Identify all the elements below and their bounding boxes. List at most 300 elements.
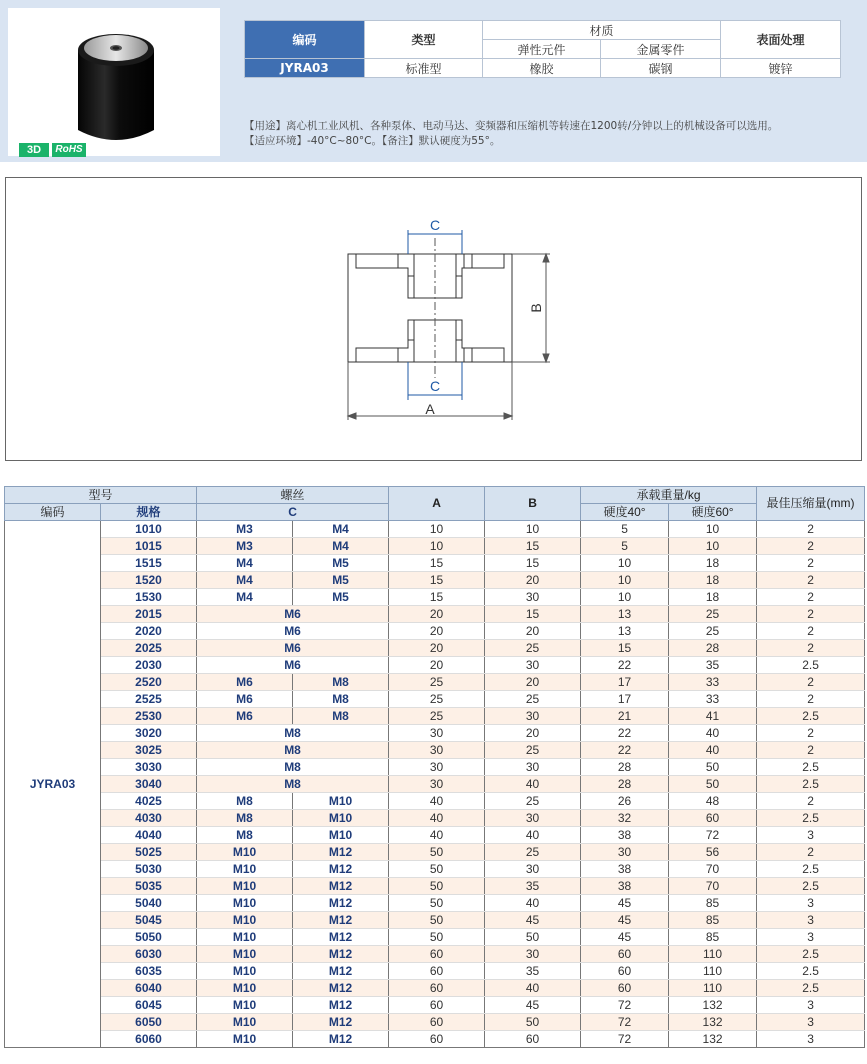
table-row [5, 776, 865, 793]
row-hardness40: 22 [581, 657, 669, 674]
row-hardness40: 17 [581, 674, 669, 691]
product-card [8, 8, 220, 156]
row-hardness60: 110 [669, 946, 757, 963]
row-a: 60 [389, 980, 485, 997]
row-thread-1: M10 [197, 929, 293, 946]
row-thread-1: M10 [197, 861, 293, 878]
table-row [5, 963, 865, 980]
row-hardness60: 70 [669, 878, 757, 895]
row-spec: 3025 [101, 742, 197, 759]
table-row [5, 674, 865, 691]
table-row [5, 878, 865, 895]
row-spec: 4040 [101, 827, 197, 844]
header-thread: 螺丝 [197, 487, 389, 504]
row-a: 60 [389, 1031, 485, 1048]
spec-header-type: 类型 [365, 21, 483, 59]
table-row [5, 844, 865, 861]
row-compression: 2.5 [757, 810, 865, 827]
table-row [5, 980, 865, 997]
row-hardness60: 132 [669, 1031, 757, 1048]
row-spec: 5040 [101, 895, 197, 912]
row-compression: 3 [757, 895, 865, 912]
row-compression: 2 [757, 555, 865, 572]
row-thread-2: M8 [293, 691, 389, 708]
row-thread-1: M6 [197, 708, 293, 725]
row-hardness40: 28 [581, 759, 669, 776]
table-row [5, 538, 865, 555]
row-compression: 2.5 [757, 861, 865, 878]
row-compression: 2 [757, 844, 865, 861]
row-thread-2: M12 [293, 878, 389, 895]
row-thread: M6 [197, 657, 389, 674]
row-a: 15 [389, 572, 485, 589]
row-spec: 3020 [101, 725, 197, 742]
row-thread-2: M5 [293, 555, 389, 572]
row-spec: 5025 [101, 844, 197, 861]
table-row [5, 1031, 865, 1048]
row-thread: M8 [197, 742, 389, 759]
row-hardness60: 33 [669, 674, 757, 691]
row-b: 25 [485, 793, 581, 810]
row-spec: 4025 [101, 793, 197, 810]
row-thread: M8 [197, 776, 389, 793]
table-row [5, 1014, 865, 1031]
row-a: 20 [389, 657, 485, 674]
row-a: 40 [389, 793, 485, 810]
row-a: 40 [389, 827, 485, 844]
row-thread-2: M10 [293, 793, 389, 810]
row-b: 30 [485, 861, 581, 878]
row-thread-1: M4 [197, 555, 293, 572]
table-row [5, 623, 865, 640]
row-hardness60: 10 [669, 521, 757, 538]
row-hardness40: 60 [581, 963, 669, 980]
row-spec: 1530 [101, 589, 197, 606]
row-compression: 2 [757, 623, 865, 640]
row-compression: 3 [757, 929, 865, 946]
row-thread-1: M10 [197, 878, 293, 895]
row-thread: M6 [197, 623, 389, 640]
row-thread-2: M12 [293, 844, 389, 861]
row-b: 45 [485, 997, 581, 1014]
row-hardness60: 25 [669, 623, 757, 640]
row-thread-2: M4 [293, 521, 389, 538]
row-hardness60: 40 [669, 725, 757, 742]
row-hardness40: 38 [581, 827, 669, 844]
row-compression: 2 [757, 674, 865, 691]
row-hardness60: 41 [669, 708, 757, 725]
row-spec: 1015 [101, 538, 197, 555]
model-spec-table [4, 486, 865, 1048]
technical-drawing [5, 177, 862, 461]
table-row [5, 691, 865, 708]
row-spec: 1010 [101, 521, 197, 538]
dimension-b-label: B [528, 303, 544, 313]
header-hardness40: 硬度40° [581, 504, 669, 521]
row-hardness60: 60 [669, 810, 757, 827]
table-row [5, 827, 865, 844]
table-row [5, 810, 865, 827]
spec-code-value: JYRA03 [245, 59, 365, 78]
row-compression: 2.5 [757, 776, 865, 793]
row-compression: 2.5 [757, 963, 865, 980]
mount-outline [348, 254, 512, 362]
row-thread: M6 [197, 606, 389, 623]
row-a: 60 [389, 946, 485, 963]
row-compression: 2.5 [757, 759, 865, 776]
row-b: 50 [485, 1014, 581, 1031]
row-thread-1: M10 [197, 1031, 293, 1048]
row-thread-1: M10 [197, 912, 293, 929]
header-c: C [197, 504, 389, 521]
mount-section-drawing [6, 178, 861, 460]
row-thread-1: M10 [197, 980, 293, 997]
row-a: 15 [389, 589, 485, 606]
row-thread: M8 [197, 725, 389, 742]
row-spec: 5030 [101, 861, 197, 878]
row-spec: 3030 [101, 759, 197, 776]
row-b: 25 [485, 691, 581, 708]
row-a: 60 [389, 1014, 485, 1031]
row-spec: 4030 [101, 810, 197, 827]
row-hardness60: 18 [669, 555, 757, 572]
header-code: 编码 [5, 504, 101, 521]
table-row [5, 708, 865, 725]
row-hardness60: 50 [669, 776, 757, 793]
row-spec: 2520 [101, 674, 197, 691]
row-spec: 6035 [101, 963, 197, 980]
table-row [5, 725, 865, 742]
row-hardness60: 110 [669, 963, 757, 980]
row-b: 35 [485, 963, 581, 980]
header-a: A [389, 487, 485, 521]
row-b: 60 [485, 1031, 581, 1048]
row-hardness40: 13 [581, 623, 669, 640]
table-row [5, 895, 865, 912]
row-compression: 2 [757, 640, 865, 657]
row-hardness40: 32 [581, 810, 669, 827]
row-a: 50 [389, 929, 485, 946]
row-b: 25 [485, 640, 581, 657]
row-hardness40: 72 [581, 997, 669, 1014]
row-compression: 2.5 [757, 878, 865, 895]
row-thread-2: M10 [293, 810, 389, 827]
row-hardness40: 30 [581, 844, 669, 861]
row-compression: 2 [757, 606, 865, 623]
row-thread-2: M5 [293, 589, 389, 606]
row-compression: 2 [757, 589, 865, 606]
row-hardness60: 48 [669, 793, 757, 810]
row-a: 60 [389, 963, 485, 980]
row-a: 30 [389, 776, 485, 793]
row-spec: 2030 [101, 657, 197, 674]
row-spec: 2015 [101, 606, 197, 623]
row-b: 20 [485, 623, 581, 640]
row-hardness40: 13 [581, 606, 669, 623]
row-a: 50 [389, 878, 485, 895]
row-thread-2: M12 [293, 1014, 389, 1031]
row-hardness40: 22 [581, 725, 669, 742]
row-hardness60: 40 [669, 742, 757, 759]
spec-header-material: 材质 [483, 21, 721, 40]
row-compression: 2 [757, 521, 865, 538]
usage-note: 【用途】离心机工业风机、各种泵体、电动马达、变频器和压缩机等转速在1200转/分钟以上的机械设备可以选用。 [244, 120, 779, 132]
row-hardness60: 33 [669, 691, 757, 708]
row-a: 50 [389, 844, 485, 861]
header-model: 型号 [5, 487, 197, 504]
row-thread-1: M10 [197, 844, 293, 861]
row-compression: 2 [757, 793, 865, 810]
table-row [5, 997, 865, 1014]
row-thread-2: M10 [293, 827, 389, 844]
row-a: 50 [389, 895, 485, 912]
row-thread-1: M8 [197, 810, 293, 827]
row-hardness60: 10 [669, 538, 757, 555]
row-a: 50 [389, 861, 485, 878]
row-thread-2: M12 [293, 946, 389, 963]
row-b: 20 [485, 572, 581, 589]
row-a: 10 [389, 538, 485, 555]
row-thread-2: M12 [293, 861, 389, 878]
row-hardness40: 21 [581, 708, 669, 725]
row-a: 30 [389, 725, 485, 742]
row-compression: 3 [757, 912, 865, 929]
table-row [5, 606, 865, 623]
row-hardness40: 22 [581, 742, 669, 759]
row-spec: 5035 [101, 878, 197, 895]
row-a: 20 [389, 623, 485, 640]
row-spec: 6045 [101, 997, 197, 1014]
row-compression: 3 [757, 997, 865, 1014]
row-spec: 5045 [101, 912, 197, 929]
row-spec: 1520 [101, 572, 197, 589]
row-b: 30 [485, 810, 581, 827]
row-b: 30 [485, 946, 581, 963]
row-compression: 2 [757, 538, 865, 555]
row-hardness60: 18 [669, 572, 757, 589]
row-hardness60: 25 [669, 606, 757, 623]
table-body [5, 521, 865, 1048]
row-thread-2: M12 [293, 963, 389, 980]
header-b: B [485, 487, 581, 521]
row-spec: 1515 [101, 555, 197, 572]
row-a: 30 [389, 759, 485, 776]
table-row [5, 555, 865, 572]
spec-header-surface: 表面处理 [721, 21, 841, 59]
row-b: 30 [485, 759, 581, 776]
row-a: 50 [389, 912, 485, 929]
row-hardness40: 28 [581, 776, 669, 793]
row-compression: 2.5 [757, 657, 865, 674]
row-b: 45 [485, 912, 581, 929]
row-thread-1: M10 [197, 963, 293, 980]
dimension-c-bottom-label: C [429, 378, 441, 394]
row-thread-2: M12 [293, 929, 389, 946]
table-row [5, 572, 865, 589]
row-spec: 6040 [101, 980, 197, 997]
row-hardness40: 17 [581, 691, 669, 708]
header-load: 承载重量/kg [581, 487, 757, 504]
row-b: 15 [485, 538, 581, 555]
row-b: 15 [485, 555, 581, 572]
row-compression: 2.5 [757, 708, 865, 725]
table-row [5, 759, 865, 776]
row-a: 25 [389, 674, 485, 691]
row-hardness40: 45 [581, 929, 669, 946]
product-header-band [0, 0, 867, 162]
row-thread-1: M6 [197, 674, 293, 691]
row-compression: 3 [757, 1031, 865, 1048]
row-thread-1: M10 [197, 946, 293, 963]
row-spec: 2025 [101, 640, 197, 657]
row-b: 40 [485, 827, 581, 844]
row-thread-1: M10 [197, 895, 293, 912]
dimension-c-top-label: C [429, 217, 441, 233]
row-compression: 2 [757, 572, 865, 589]
row-thread-1: M4 [197, 589, 293, 606]
row-hardness60: 70 [669, 861, 757, 878]
table-row [5, 861, 865, 878]
row-a: 60 [389, 997, 485, 1014]
row-hardness60: 85 [669, 895, 757, 912]
row-thread-2: M4 [293, 538, 389, 555]
row-b: 30 [485, 657, 581, 674]
row-b: 20 [485, 674, 581, 691]
table-row [5, 640, 865, 657]
row-hardness40: 38 [581, 878, 669, 895]
row-hardness40: 5 [581, 538, 669, 555]
row-thread-2: M12 [293, 895, 389, 912]
row-hardness40: 5 [581, 521, 669, 538]
row-spec: 5050 [101, 929, 197, 946]
spec-elastic-value: 橡胶 [483, 59, 601, 78]
row-a: 20 [389, 606, 485, 623]
row-thread-1: M8 [197, 793, 293, 810]
row-hardness40: 45 [581, 895, 669, 912]
row-compression: 2.5 [757, 946, 865, 963]
row-hardness60: 132 [669, 997, 757, 1014]
row-hardness60: 28 [669, 640, 757, 657]
row-b: 10 [485, 521, 581, 538]
row-hardness40: 60 [581, 980, 669, 997]
row-compression: 2 [757, 742, 865, 759]
row-a: 20 [389, 640, 485, 657]
row-b: 30 [485, 708, 581, 725]
row-hardness40: 60 [581, 946, 669, 963]
row-a: 25 [389, 691, 485, 708]
row-b: 30 [485, 589, 581, 606]
row-spec: 6060 [101, 1031, 197, 1048]
row-compression: 2 [757, 725, 865, 742]
row-thread: M6 [197, 640, 389, 657]
row-thread-2: M5 [293, 572, 389, 589]
row-hardness60: 35 [669, 657, 757, 674]
row-thread-1: M3 [197, 521, 293, 538]
row-hardness60: 132 [669, 1014, 757, 1031]
table-row [5, 929, 865, 946]
row-thread-1: M4 [197, 572, 293, 589]
row-b: 40 [485, 895, 581, 912]
row-spec: 6030 [101, 946, 197, 963]
table-row [5, 793, 865, 810]
row-hardness40: 10 [581, 589, 669, 606]
row-hardness40: 38 [581, 861, 669, 878]
row-hardness60: 85 [669, 912, 757, 929]
header-spec: 规格 [101, 504, 197, 521]
spec-table [244, 20, 841, 78]
row-thread-2: M12 [293, 997, 389, 1014]
row-compression: 2 [757, 691, 865, 708]
spec-header-elastic: 弹性元件 [483, 40, 601, 59]
row-b: 40 [485, 776, 581, 793]
spec-metal-value: 碳钢 [601, 59, 721, 78]
row-spec: 2020 [101, 623, 197, 640]
row-hardness60: 110 [669, 980, 757, 997]
row-hardness40: 10 [581, 555, 669, 572]
row-b: 15 [485, 606, 581, 623]
row-hardness40: 26 [581, 793, 669, 810]
rubber-mount-image [66, 18, 166, 148]
row-thread-2: M12 [293, 912, 389, 929]
row-thread-1: M3 [197, 538, 293, 555]
table-row [5, 589, 865, 606]
row-thread-2: M12 [293, 980, 389, 997]
table-row [5, 946, 865, 963]
3d-badge: 3D [19, 143, 49, 157]
row-spec: 6050 [101, 1014, 197, 1031]
row-hardness60: 85 [669, 929, 757, 946]
row-thread: M8 [197, 759, 389, 776]
row-code: JYRA03 [5, 521, 101, 1048]
row-b: 50 [485, 929, 581, 946]
row-hardness40: 10 [581, 572, 669, 589]
row-spec: 2525 [101, 691, 197, 708]
row-compression: 3 [757, 827, 865, 844]
row-b: 25 [485, 742, 581, 759]
row-thread-2: M12 [293, 1031, 389, 1048]
table-row [5, 657, 865, 674]
spec-type-value: 标准型 [365, 59, 483, 78]
environment-note: 【适应环境】-40°C~80°C。【备注】默认硬度为55°。 [244, 135, 501, 147]
row-b: 20 [485, 725, 581, 742]
header-compression: 最佳压缩量(mm) [757, 487, 865, 521]
row-b: 35 [485, 878, 581, 895]
row-b: 40 [485, 980, 581, 997]
row-a: 30 [389, 742, 485, 759]
row-hardness60: 18 [669, 589, 757, 606]
spec-surface-value: 镀锌 [721, 59, 841, 78]
header-hardness60: 硬度60° [669, 504, 757, 521]
row-a: 10 [389, 521, 485, 538]
table-row [5, 742, 865, 759]
row-compression: 2.5 [757, 980, 865, 997]
table-row [5, 912, 865, 929]
row-hardness40: 72 [581, 1031, 669, 1048]
row-hardness40: 45 [581, 912, 669, 929]
row-spec: 3040 [101, 776, 197, 793]
row-thread-1: M8 [197, 827, 293, 844]
row-a: 40 [389, 810, 485, 827]
row-compression: 3 [757, 1014, 865, 1031]
row-hardness60: 72 [669, 827, 757, 844]
row-b: 25 [485, 844, 581, 861]
row-hardness40: 72 [581, 1014, 669, 1031]
table-row [5, 521, 865, 538]
row-thread-1: M6 [197, 691, 293, 708]
row-thread-1: M10 [197, 997, 293, 1014]
row-hardness60: 56 [669, 844, 757, 861]
row-hardness40: 15 [581, 640, 669, 657]
